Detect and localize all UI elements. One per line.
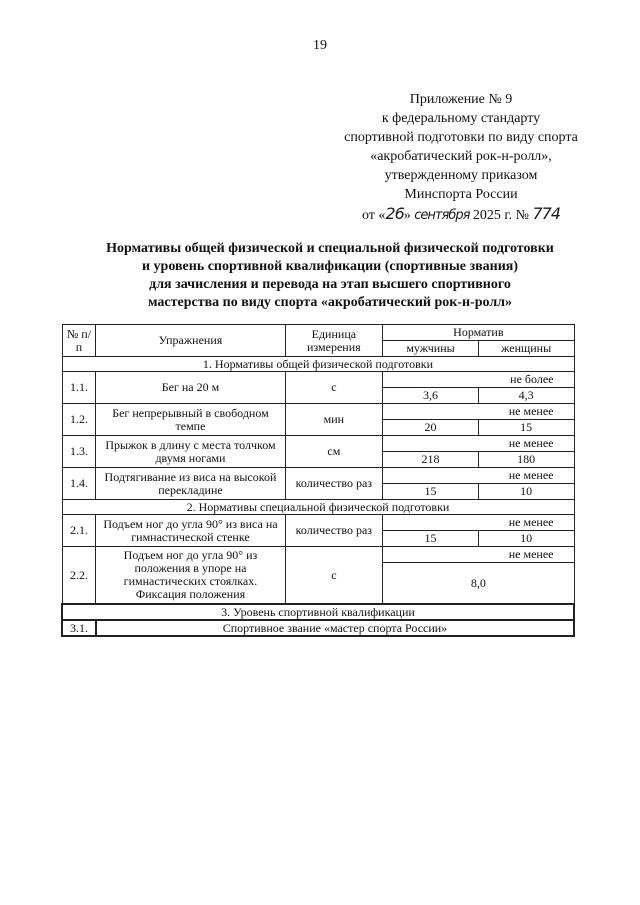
page-number: 19 — [313, 38, 327, 53]
date-mid: » — [403, 208, 411, 223]
row-condition: не менее — [383, 515, 574, 531]
row-women-value: 180 — [478, 452, 574, 468]
appendix-line: к федеральному стандарту — [381, 111, 541, 126]
title-line: и уровень спортивной квалификации (спортивные звания) — [141, 259, 519, 274]
title-line: для зачисления и перевода на этап высшего спортивного — [149, 277, 511, 292]
row-exercise: Бег непрерывный в свободном темпе — [96, 404, 285, 436]
row-women-value: 10 — [478, 484, 574, 500]
appendix-line: Минспорта России — [404, 187, 518, 202]
row-women-value: 10 — [478, 531, 574, 547]
date-day-handwritten: 26 — [385, 204, 404, 223]
row-num: 1.2. — [62, 404, 96, 436]
row-num: 3.1. — [62, 620, 96, 636]
row-men-value: 3,6 — [383, 388, 479, 404]
row-condition: не менее — [383, 468, 574, 484]
row-num: 1.1. — [62, 372, 96, 404]
rank-row — [62, 620, 574, 636]
table-row — [62, 436, 574, 452]
row-unit: см — [285, 436, 383, 468]
row-women-value: 4,3 — [478, 388, 574, 404]
table-row — [62, 468, 574, 484]
order-date-line — [316, 204, 606, 225]
appendix-line: утвержденному приказом — [384, 168, 538, 183]
rank-title: Спортивное звание «мастер спорта России» — [96, 620, 574, 636]
header-norm: Норматив — [383, 325, 574, 341]
row-unit: количество раз — [285, 515, 383, 547]
standards-table — [61, 324, 575, 637]
table-row — [62, 515, 574, 531]
row-exercise: Прыжок в длину с места толчком двумя ногами — [96, 436, 285, 468]
row-exercise: Подъем ног до угла 90° из виса на гимнастической стенке — [96, 515, 285, 547]
date-prefix: от « — [361, 208, 386, 223]
row-unit: с — [285, 372, 383, 404]
row-condition: не менее — [383, 547, 574, 563]
section-title: 3. Уровень спортивной квалификации — [62, 604, 574, 620]
row-unit: количество раз — [285, 468, 383, 500]
header-women: женщины — [478, 341, 574, 357]
section-title: 2. Нормативы специальной физической подготовки — [62, 500, 574, 515]
row-men-value: 20 — [383, 420, 479, 436]
date-month-handwritten: сентября — [414, 208, 470, 223]
order-number-handwritten: 774 — [532, 204, 560, 223]
section-row — [62, 500, 574, 515]
table-row — [62, 404, 574, 420]
row-condition: не менее — [383, 436, 574, 452]
row-num: 1.4. — [62, 468, 96, 500]
row-num: 1.3. — [62, 436, 96, 468]
appendix-line: Приложение № 9 — [409, 92, 513, 107]
appendix-line: «акробатический рок-н-ролл», — [370, 149, 552, 164]
header-men: мужчины — [383, 341, 479, 357]
row-exercise: Подъем ног до угла 90° из положения в упоре на гимнастических стоялках. Фиксация положения — [96, 547, 285, 605]
row-unit: с — [285, 547, 383, 605]
header-unit: Единица измерения — [285, 325, 383, 357]
section-title: 1. Нормативы общей физической подготовки — [62, 357, 574, 372]
table-header-row — [62, 325, 574, 341]
title-line: Нормативы общей физической и специальной физической подготовки — [106, 241, 554, 256]
row-condition: не менее — [383, 404, 574, 420]
section-row — [62, 357, 574, 372]
document-title — [60, 240, 600, 312]
header-exercise: Упражнения — [96, 325, 285, 357]
appendix-header — [316, 90, 606, 225]
title-line: мастерства по виду спорта «акробатический рок-н-ролл» — [147, 295, 513, 310]
row-both-value: 8,0 — [383, 563, 574, 605]
row-condition: не более — [383, 372, 574, 388]
section-row — [62, 604, 574, 620]
header-num: № п/п — [62, 325, 96, 357]
row-women-value: 15 — [478, 420, 574, 436]
date-year: 2025 г. № — [472, 208, 529, 223]
row-exercise: Подтягивание из виса на высокой перекладине — [96, 468, 285, 500]
row-unit: мин — [285, 404, 383, 436]
row-num: 2.1. — [62, 515, 96, 547]
appendix-line: спортивной подготовки по виду спорта — [344, 130, 578, 145]
row-men-value: 15 — [383, 531, 479, 547]
row-exercise: Бег на 20 м — [96, 372, 285, 404]
row-num: 2.2. — [62, 547, 96, 605]
table-row — [62, 372, 574, 388]
table-row — [62, 547, 574, 563]
row-men-value: 15 — [383, 484, 479, 500]
row-men-value: 218 — [383, 452, 479, 468]
